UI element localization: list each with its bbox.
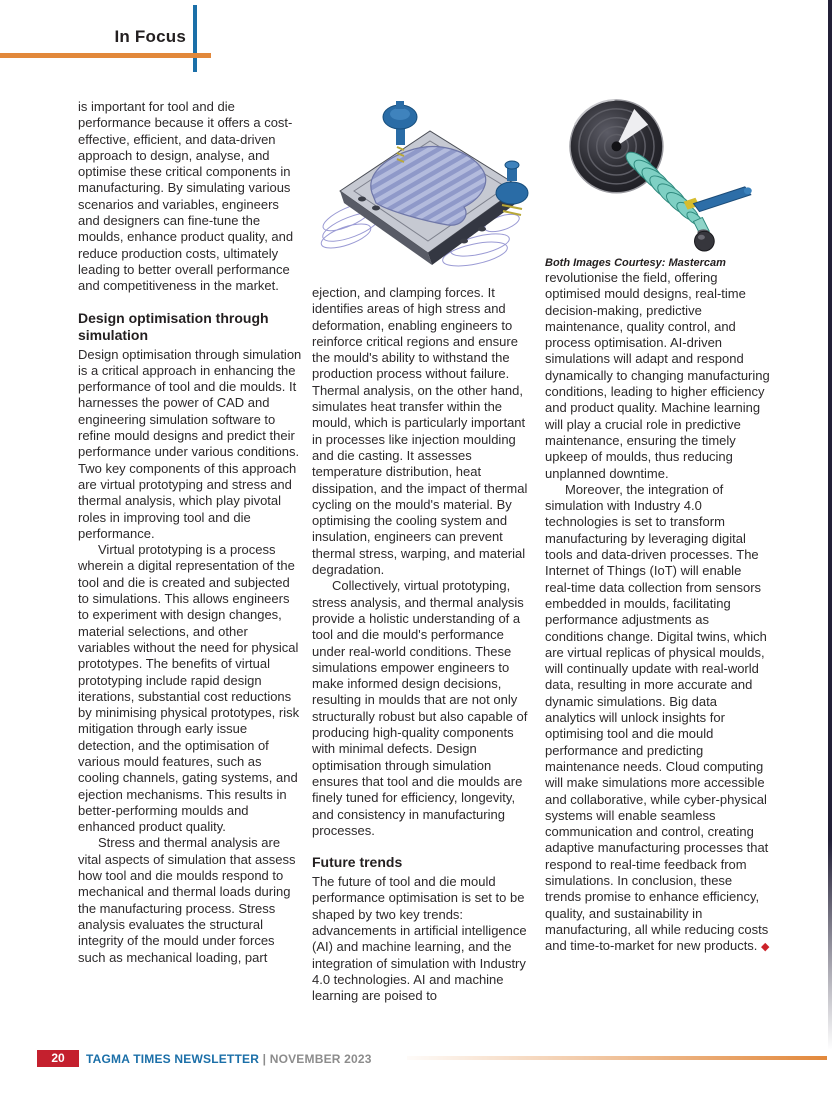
issue-date: | NOVEMBER 2023 <box>262 1052 372 1066</box>
section-label: In Focus <box>114 27 186 46</box>
text-column-3 <box>545 95 770 1035</box>
page-edge-shadow <box>828 0 832 1050</box>
toolholder-cad-image <box>545 95 763 255</box>
paragraph: is important for tool and die performance because it offers a cost-effective, efficient, and data-driven approach to design, analyse, and optimise these critical components in manufacturing. By simulating various scenarios and variables, engineers and designers can fine-tune the moulds, enhance product quality, and reduce production costs, ultimately leading to better overall performance and competitiveness in the market. <box>78 99 294 294</box>
newsletter-title: TAGMA TIMES NEWSLETTER <box>86 1052 260 1066</box>
paragraph: Virtual prototyping is a process wherein a digital representation of the tool and die is created and subjected to simulations. This allows engineers to experiment with design changes, material selections, and other variables without the need for physical prototypes. The benefits of virtual prototyping include rapid design iterations, substantial cost reductions by minimising physical prototypes, risk mitigation through early issue detection, and the optimisation of various mould features, such as cooling channels, gating systems, and ejection mechanisms. This results in better-performing moulds and enhanced product quality. <box>78 542 300 835</box>
header-orange-rule <box>0 53 211 58</box>
page-number-badge: 20 <box>37 1050 79 1067</box>
footer-title <box>86 1052 372 1066</box>
paragraph <box>545 482 770 956</box>
header-blue-rule <box>193 5 197 72</box>
text-column-2 <box>312 95 537 1030</box>
paragraph: The future of tool and die mould performance optimisation is set to be shaped by two key trends: advancements in artificial intelligence (AI) and machine learning, and the integration of simulation with Industry 4.0 technologies. AI and machine learning are poised to <box>312 874 527 1004</box>
footer-orange-rule <box>407 1056 827 1060</box>
paragraph: Collectively, virtual prototyping, stress analysis, and thermal analysis provide a holistic understanding of a tool and die mould's performance under real-world conditions. These simulations empower engineers to make informed design decisions, resulting in moulds that are not only structurally robust but also capable of producing high-quality components with minimal defects. Design optimisation through simulation ensures that tool and die moulds are finely tuned for efficiency, longevity, and consistency in manufacturing processes. <box>312 578 528 838</box>
end-of-article-diamond-icon: ◆ <box>761 941 770 954</box>
text-column-1 <box>78 99 303 1029</box>
paragraph-text: Moreover, the integration of simulation with Industry 4.0 technologies is set to transform manufacturing by leveraging digital tools and data-driven processes. The Internet of Things (IoT) will enable real-time data collection from sensors embedded in moulds, facilitating performance adjustments as conditions change. Digital twins, which are virtual replicas of physical moulds, will continually update with real-world data, resulting in more accurate and dynamic simulations. Big data analytics will unlock insights for optimising tool and die mould performance and predicting maintenance needs. Cloud computing will make simulations more accessible and collaborative, while cyber-physical systems will enable seamless communication and control, creating adaptive manufacturing processes that respond to real-time feedback from simulations. In conclusion, these trends promise to enhance efficiency, quality, and sustainability in manufacturing, all while reducing costs and time-to-market for new products. <box>545 481 769 954</box>
paragraph: Stress and thermal analysis are vital aspects of simulation that assess how tool and die moulds respond to mechanical and thermal loads during the manufacturing process. Stress analysis evaluates the structural integrity of the mould under forces such as mechanical loading, part <box>78 835 296 965</box>
heading-design-optimisation: Design optimisation through simulation <box>78 309 269 343</box>
paragraph: revolutionise the field, offering optimised mould designs, real-time decision-making, predictive maintenance, quality control, and process optimisation. AI-driven simulations will adapt and respond dynamically to changing manufacturing conditions, leading to higher efficiency and product quality. Machine learning will play a crucial role in predictive maintenance, ensuring the timely upkeep of moulds, thus reducing unplanned downtime. <box>545 270 770 481</box>
paragraph: Design optimisation through simulation is a critical approach in enhancing the performance of tool and die moulds. It harnesses the power of CAD and engineering simulation software to refine mould designs and predict their performance under various conditions. Two key components of this approach are virtual prototyping and stress and thermal analysis, which play pivotal roles in improving tool and die performance. <box>78 346 302 541</box>
paragraph: ejection, and clamping forces. It identifies areas of high stress and deformation, enabling engineers to reinforce critical regions and ensure the mould's ability to withstand the production process without failure. Thermal analysis, on the other hand, simulates heat transfer within the mould, which is particularly important in processes like injection moulding and die casting. It assesses temperature distribution, heat dissipation, and the impact of thermal cycling on the mould's material. By optimising the cooling system and insulation, engineers can prevent thermal stress, warping, and material degradation. <box>312 285 528 578</box>
image-caption: Both Images Courtesy: Mastercam <box>545 257 726 269</box>
heading-future-trends: Future trends <box>312 854 403 871</box>
mould-cad-image <box>312 95 534 278</box>
